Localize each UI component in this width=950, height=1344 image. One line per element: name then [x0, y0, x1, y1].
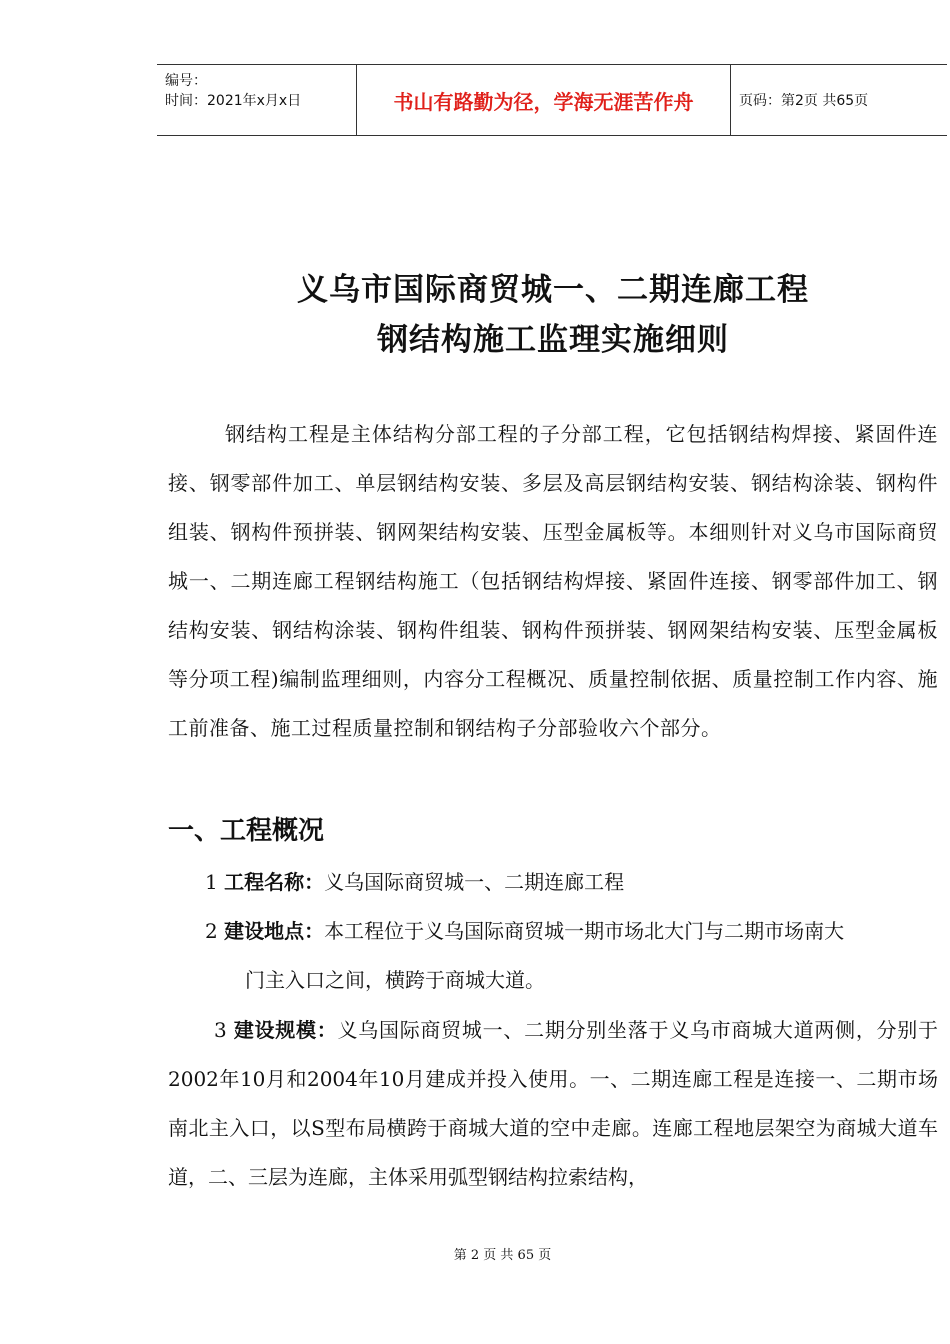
item-text: 义乌国际商贸城一、二期分别坐落于义乌市商城大道两侧，分别于2002年10月和2004年10月建成并投入使用。一、二期连廊工程是连接一、二期市场南北主入口，以S型布局横跨于商城大道的空中走廊。连廊工程地层架空为商城大道车道，二、三层为连廊，主体采用弧型钢结构拉索结构， [168, 1018, 939, 1189]
item-number: 1 [205, 870, 218, 894]
intro-paragraph: 钢结构工程是主体结构分部工程的子分部工程，它包括钢结构焊接、紧固件连接、钢零部件加工、单层钢结构安装、多层及高层钢结构安装、钢结构涂装、钢构件组装、钢构件预拼装、钢网架结构安装、压型金属板等。本细则针对义乌市国际商贸城一、二期连廊工程钢结构施工（包括钢结构焊接、紧固件连接、钢零部件加工、钢结构安装、钢结构涂装、钢构件组装、钢构件预拼装、钢网架结构安装、压型金属板等分项工程)编制监理细则，内容分工程概况、质量控制依据、质量控制工作内容、施工前准备、施工过程质量控制和钢结构子分部验收六个部分。 [168, 422, 938, 740]
number-label: 编号： [165, 73, 207, 89]
time-label: 时间：2021年x月x日 [165, 93, 302, 109]
item-label: 工程名称： [224, 870, 325, 894]
header-meta [157, 65, 357, 135]
item-text-continued: 门主入口之间，横跨于商城大道。 [245, 968, 545, 992]
item-number: 3 [214, 1018, 227, 1042]
item-text: 本工程位于义乌国际商贸城一期市场北大门与二期市场南大 [324, 919, 845, 943]
item-label: 建设地点： [224, 919, 325, 943]
page-footer: 第 2 页 共 65 页 [453, 1248, 552, 1263]
list-item [168, 1006, 938, 1202]
document-title-line2: 钢结构施工监理实施细则 [377, 322, 729, 358]
list-item [205, 907, 940, 1005]
header-motto: 书山有路勤为径，学海无涯苦作舟 [357, 65, 731, 135]
item-label: 建设规模： [233, 1018, 338, 1042]
item-text: 义乌国际商贸城一、二期连廊工程 [324, 870, 625, 894]
header-page-info: 页码：第2页 共65页 [739, 93, 869, 109]
item-number: 2 [205, 919, 218, 943]
document-title-line1: 义乌市国际商贸城一、二期连廊工程 [297, 272, 809, 308]
page-header [157, 64, 947, 136]
section-heading: 一、工程概况 [168, 816, 325, 846]
list-item [205, 858, 624, 907]
